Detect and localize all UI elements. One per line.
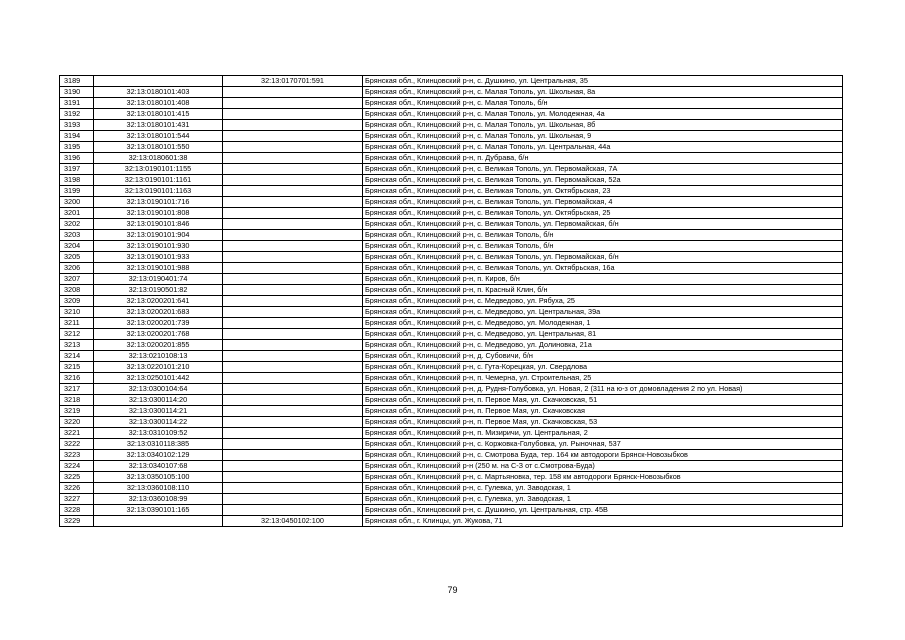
cadastral-number-cell: 32:13:0190101:1163	[94, 186, 223, 197]
row-number-cell: 3198	[60, 175, 94, 186]
row-number-cell: 3227	[60, 494, 94, 505]
row-number-cell: 3221	[60, 428, 94, 439]
cadastral-number-cell: 32:13:0190101:808	[94, 208, 223, 219]
row-number-cell: 3207	[60, 274, 94, 285]
address-cell: Брянская обл., Клинцовский р-н, с. Душкино, ул. Центральная, стр. 45В	[363, 505, 843, 516]
cadastral-number-cell: 32:13:0340102:129	[94, 450, 223, 461]
address-cell: Брянская обл., г. Клинцы, ул. Жукова, 71	[363, 516, 843, 527]
address-cell: Брянская обл., Клинцовский р-н, п. Первое Мая, ул. Скачковская	[363, 406, 843, 417]
cadastral-number-cell: 32:13:0190501:82	[94, 285, 223, 296]
row-number-cell: 3191	[60, 98, 94, 109]
address-cell: Брянская обл., Клинцовский р-н, п. Киров, б/н	[363, 274, 843, 285]
cadastral-number-cell: 32:13:0210108:13	[94, 351, 223, 362]
row-number-cell: 3214	[60, 351, 94, 362]
table-row	[60, 329, 843, 340]
cadastral-number-cell: 32:13:0310109:52	[94, 428, 223, 439]
cadastral-number-cell: 32:13:0190101:988	[94, 263, 223, 274]
cadastral-number-cell: 32:13:0310118:385	[94, 439, 223, 450]
row-number-cell: 3205	[60, 252, 94, 263]
table-row	[60, 208, 843, 219]
cadastral-number-alt-cell	[223, 131, 363, 142]
row-number-cell: 3228	[60, 505, 94, 516]
cadastral-number-cell: 32:13:0190101:846	[94, 219, 223, 230]
cadastral-number-cell: 32:13:0250101:442	[94, 373, 223, 384]
row-number-cell: 3202	[60, 219, 94, 230]
cadastral-number-cell: 32:13:0340107:68	[94, 461, 223, 472]
cadastral-number-alt-cell: 32:13:0450102:100	[223, 516, 363, 527]
row-number-cell: 3196	[60, 153, 94, 164]
cadastral-number-cell: 32:13:0180101:544	[94, 131, 223, 142]
table-row	[60, 197, 843, 208]
cadastral-number-cell: 32:13:0200201:768	[94, 329, 223, 340]
table-row	[60, 274, 843, 285]
row-number-cell: 3216	[60, 373, 94, 384]
cadastral-number-alt-cell	[223, 472, 363, 483]
table-row	[60, 472, 843, 483]
table-row	[60, 340, 843, 351]
cadastral-number-alt-cell	[223, 98, 363, 109]
cadastral-number-alt-cell	[223, 186, 363, 197]
address-cell: Брянская обл., Клинцовский р-н, с. Великая Тополь, ул. Первомайская, 4	[363, 197, 843, 208]
row-number-cell: 3215	[60, 362, 94, 373]
cadastral-number-alt-cell	[223, 296, 363, 307]
address-cell: Брянская обл., Клинцовский р-н, с. Великая Тополь, ул. Октябрьская, 16а	[363, 263, 843, 274]
address-cell: Брянская обл., Клинцовский р-н, с. Великая Тополь, ул. Первомайская, б/н	[363, 219, 843, 230]
cadastral-number-alt-cell	[223, 109, 363, 120]
table-row	[60, 318, 843, 329]
cadastral-number-cell: 32:13:0360108:99	[94, 494, 223, 505]
cadastral-number-cell: 32:13:0350105:100	[94, 472, 223, 483]
row-number-cell: 3226	[60, 483, 94, 494]
cadastral-number-alt-cell	[223, 307, 363, 318]
table-row	[60, 98, 843, 109]
cadastral-number-alt-cell	[223, 252, 363, 263]
row-number-cell: 3206	[60, 263, 94, 274]
table-row	[60, 263, 843, 274]
table-row	[60, 164, 843, 175]
cadastral-number-cell: 32:13:0180601:38	[94, 153, 223, 164]
table-row	[60, 230, 843, 241]
cadastral-number-alt-cell	[223, 494, 363, 505]
address-cell: Брянская обл., Клинцовский р-н, с. Мартьяновка, тер. 158 км автодороги Брянск-Новозыбков	[363, 472, 843, 483]
table-row	[60, 285, 843, 296]
row-number-cell: 3199	[60, 186, 94, 197]
cadastral-number-alt-cell	[223, 219, 363, 230]
address-cell: Брянская обл., Клинцовский р-н, д. Рудня-Голубовка, ул. Новая, 2 (311 на ю-з от домовладения 2 по ул. Новая)	[363, 384, 843, 395]
table-row	[60, 252, 843, 263]
cadastral-number-cell: 32:13:0190101:904	[94, 230, 223, 241]
cadastral-number-alt-cell	[223, 329, 363, 340]
address-cell: Брянская обл., Клинцовский р-н, с. Гулевка, ул. Заводская, 1	[363, 494, 843, 505]
cadastral-number-alt-cell	[223, 285, 363, 296]
cadastral-number-cell: 32:13:0300104:64	[94, 384, 223, 395]
address-cell: Брянская обл., Клинцовский р-н, с. Коржовка-Голубовка, ул. Рыночная, 537	[363, 439, 843, 450]
cadastral-number-cell: 32:13:0180101:408	[94, 98, 223, 109]
cadastral-number-alt-cell	[223, 417, 363, 428]
row-number-cell: 3212	[60, 329, 94, 340]
address-cell: Брянская обл., Клинцовский р-н, с. Медведово, ул. Долиновка, 21а	[363, 340, 843, 351]
address-cell: Брянская обл., Клинцовский р-н, с. Малая Тополь, ул. Центральная, 44а	[363, 142, 843, 153]
table-row	[60, 428, 843, 439]
address-cell: Брянская обл., Клинцовский р-н, п. Чемерна, ул. Строительная, 25	[363, 373, 843, 384]
cadastral-number-alt-cell	[223, 153, 363, 164]
address-cell: Брянская обл., Клинцовский р-н, д. Субовичи, б/н	[363, 351, 843, 362]
table-row	[60, 406, 843, 417]
address-cell: Брянская обл., Клинцовский р-н, с. Малая Тополь, ул. Школьная, 9	[363, 131, 843, 142]
row-number-cell: 3192	[60, 109, 94, 120]
table-row	[60, 461, 843, 472]
table-row	[60, 153, 843, 164]
cadastral-number-cell: 32:13:0200201:683	[94, 307, 223, 318]
cadastral-number-alt-cell	[223, 241, 363, 252]
row-number-cell: 3200	[60, 197, 94, 208]
cadastral-number-cell: 32:13:0360108:110	[94, 483, 223, 494]
cadastral-number-cell: 32:13:0300114:22	[94, 417, 223, 428]
row-number-cell: 3195	[60, 142, 94, 153]
table-row	[60, 131, 843, 142]
row-number-cell: 3225	[60, 472, 94, 483]
row-number-cell: 3210	[60, 307, 94, 318]
row-number-cell: 3193	[60, 120, 94, 131]
cadastral-number-alt-cell	[223, 450, 363, 461]
cadastral-number-alt-cell	[223, 263, 363, 274]
address-cell: Брянская обл., Клинцовский р-н, с. Великая Тополь, ул. Первомайская, 52а	[363, 175, 843, 186]
cadastral-number-cell: 32:13:0190101:716	[94, 197, 223, 208]
cadastral-number-cell: 32:13:0300114:20	[94, 395, 223, 406]
address-cell: Брянская обл., Клинцовский р-н, с. Душкино, ул. Центральная, 35	[363, 76, 843, 87]
address-cell: Брянская обл., Клинцовский р-н, с. Медведово, ул. Центральная, 81	[363, 329, 843, 340]
table-row	[60, 109, 843, 120]
address-cell: Брянская обл., Клинцовский р-н, п. Первое Мая, ул. Скачковская, 53	[363, 417, 843, 428]
row-number-cell: 3211	[60, 318, 94, 329]
address-cell: Брянская обл., Клинцовский р-н (250 м. на С-З от с.Смотрова-Буда)	[363, 461, 843, 472]
cadastral-number-cell: 32:13:0200201:641	[94, 296, 223, 307]
cadastral-number-alt-cell	[223, 406, 363, 417]
cadastral-number-alt-cell	[223, 197, 363, 208]
address-cell: Брянская обл., Клинцовский р-н, п. Мизиричи, ул. Центральная, 2	[363, 428, 843, 439]
table-row	[60, 373, 843, 384]
cadastral-number-cell: 32:13:0190101:1161	[94, 175, 223, 186]
cadastral-number-cell: 32:13:0180101:431	[94, 120, 223, 131]
address-cell: Брянская обл., Клинцовский р-н, п. Красный Клин, б/н	[363, 285, 843, 296]
address-cell: Брянская обл., Клинцовский р-н, с. Гута-Корецкая, ул. Свердлова	[363, 362, 843, 373]
cadastral-number-alt-cell	[223, 362, 363, 373]
cadastral-number-alt-cell	[223, 318, 363, 329]
address-cell: Брянская обл., Клинцовский р-н, с. Медведово, ул. Рябуха, 25	[363, 296, 843, 307]
table-row	[60, 186, 843, 197]
property-table-body	[60, 76, 843, 527]
table-row	[60, 450, 843, 461]
address-cell: Брянская обл., Клинцовский р-н, с. Великая Тополь, ул. Октябрьская, 23	[363, 186, 843, 197]
row-number-cell: 3223	[60, 450, 94, 461]
table-row	[60, 76, 843, 87]
row-number-cell: 3220	[60, 417, 94, 428]
table-row	[60, 241, 843, 252]
table-row	[60, 384, 843, 395]
cadastral-number-alt-cell	[223, 120, 363, 131]
cadastral-number-cell: 32:13:0190401:74	[94, 274, 223, 285]
table-row	[60, 417, 843, 428]
row-number-cell: 3189	[60, 76, 94, 87]
row-number-cell: 3224	[60, 461, 94, 472]
cadastral-number-cell	[94, 76, 223, 87]
address-cell: Брянская обл., Клинцовский р-н, с. Великая Тополь, ул. Первомайская, б/н	[363, 252, 843, 263]
row-number-cell: 3190	[60, 87, 94, 98]
cadastral-number-alt-cell	[223, 439, 363, 450]
row-number-cell: 3194	[60, 131, 94, 142]
cadastral-number-alt-cell	[223, 87, 363, 98]
cadastral-number-alt-cell	[223, 505, 363, 516]
cadastral-number-cell: 32:13:0190101:933	[94, 252, 223, 263]
address-cell: Брянская обл., Клинцовский р-н, с. Малая Тополь, ул. Молодежная, 4а	[363, 109, 843, 120]
address-cell: Брянская обл., Клинцовский р-н, с. Гулевка, ул. Заводская, 1	[363, 483, 843, 494]
property-table	[59, 75, 843, 527]
address-cell: Брянская обл., Клинцовский р-н, с. Малая Тополь, б/н	[363, 98, 843, 109]
row-number-cell: 3209	[60, 296, 94, 307]
cadastral-number-alt-cell	[223, 274, 363, 285]
address-cell: Брянская обл., Клинцовский р-н, с. Великая Тополь, б/н	[363, 230, 843, 241]
table-row	[60, 483, 843, 494]
cadastral-number-cell: 32:13:0180101:415	[94, 109, 223, 120]
cadastral-number-cell: 32:13:0300114:21	[94, 406, 223, 417]
property-table-container	[59, 75, 842, 527]
table-row	[60, 296, 843, 307]
cadastral-number-cell: 32:13:0180101:403	[94, 87, 223, 98]
row-number-cell: 3203	[60, 230, 94, 241]
row-number-cell: 3229	[60, 516, 94, 527]
cadastral-number-alt-cell	[223, 461, 363, 472]
cadastral-number-alt-cell	[223, 428, 363, 439]
row-number-cell: 3217	[60, 384, 94, 395]
cadastral-number-alt-cell	[223, 208, 363, 219]
address-cell: Брянская обл., Клинцовский р-н, с. Великая Тополь, ул. Октябрьская, 25	[363, 208, 843, 219]
cadastral-number-alt-cell	[223, 175, 363, 186]
cadastral-number-alt-cell	[223, 384, 363, 395]
row-number-cell: 3201	[60, 208, 94, 219]
table-row	[60, 219, 843, 230]
cadastral-number-alt-cell	[223, 142, 363, 153]
cadastral-number-cell: 32:13:0180101:550	[94, 142, 223, 153]
cadastral-number-cell: 32:13:0200201:739	[94, 318, 223, 329]
address-cell: Брянская обл., Клинцовский р-н, с. Великая Тополь, ул. Первомайская, 7А	[363, 164, 843, 175]
cadastral-number-cell	[94, 516, 223, 527]
row-number-cell: 3197	[60, 164, 94, 175]
cadastral-number-alt-cell	[223, 373, 363, 384]
address-cell: Брянская обл., Клинцовский р-н, с. Медведово, ул. Молодежная, 1	[363, 318, 843, 329]
table-row	[60, 362, 843, 373]
row-number-cell: 3218	[60, 395, 94, 406]
row-number-cell: 3208	[60, 285, 94, 296]
table-row	[60, 494, 843, 505]
address-cell: Брянская обл., Клинцовский р-н, с. Смотрова Буда, тер. 164 км автодороги Брянск-Новозыбков	[363, 450, 843, 461]
page-number: 79	[447, 585, 458, 595]
address-cell: Брянская обл., Клинцовский р-н, с. Медведово, ул. Центральная, 39а	[363, 307, 843, 318]
table-row	[60, 175, 843, 186]
table-row	[60, 439, 843, 450]
address-cell: Брянская обл., Клинцовский р-н, с. Великая Тополь, б/н	[363, 241, 843, 252]
table-row	[60, 142, 843, 153]
row-number-cell: 3219	[60, 406, 94, 417]
cadastral-number-cell: 32:13:0390101:165	[94, 505, 223, 516]
cadastral-number-alt-cell	[223, 164, 363, 175]
table-row	[60, 395, 843, 406]
address-cell: Брянская обл., Клинцовский р-н, с. Малая Тополь, ул. Школьная, 8б	[363, 120, 843, 131]
table-row	[60, 516, 843, 527]
address-cell: Брянская обл., Клинцовский р-н, п. Первое Мая, ул. Скачковская, 51	[363, 395, 843, 406]
row-number-cell: 3213	[60, 340, 94, 351]
row-number-cell: 3222	[60, 439, 94, 450]
cadastral-number-cell: 32:13:0220101:210	[94, 362, 223, 373]
address-cell: Брянская обл., Клинцовский р-н, п. Дубрава, б/н	[363, 153, 843, 164]
cadastral-number-alt-cell	[223, 483, 363, 494]
table-row	[60, 87, 843, 98]
cadastral-number-alt-cell	[223, 395, 363, 406]
table-row	[60, 120, 843, 131]
cadastral-number-alt-cell: 32:13:0170701:591	[223, 76, 363, 87]
table-row	[60, 351, 843, 362]
cadastral-number-alt-cell	[223, 230, 363, 241]
address-cell: Брянская обл., Клинцовский р-н, с. Малая Тополь, ул. Школьная, 8а	[363, 87, 843, 98]
cadastral-number-cell: 32:13:0190101:930	[94, 241, 223, 252]
cadastral-number-alt-cell	[223, 340, 363, 351]
cadastral-number-alt-cell	[223, 351, 363, 362]
cadastral-number-cell: 32:13:0200201:855	[94, 340, 223, 351]
row-number-cell: 3204	[60, 241, 94, 252]
cadastral-number-cell: 32:13:0190101:1155	[94, 164, 223, 175]
table-row	[60, 307, 843, 318]
table-row	[60, 505, 843, 516]
